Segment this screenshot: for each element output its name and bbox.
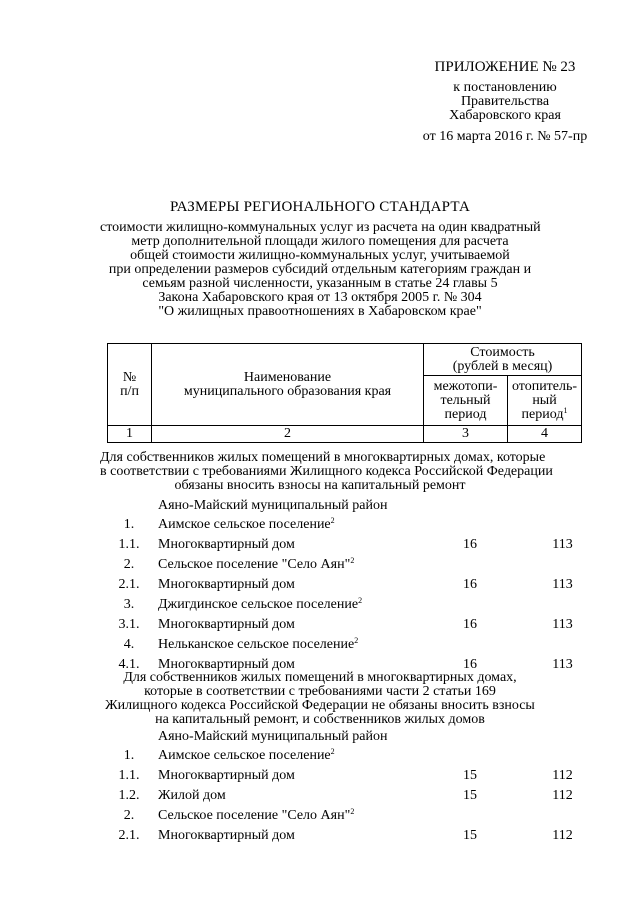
subtitle-line: общей стоимости жилищно-коммунальных услуг, учитываемой: [130, 248, 510, 263]
subtitle-line: "О жилищных правоотношениях в Хабаровском крае": [158, 304, 482, 319]
header-index: 3: [424, 426, 508, 443]
row-number: 4.1.: [118, 657, 140, 672]
subtitle-line: стоимости жилищно-коммунальных услуг из расчета на один квадратный: [100, 220, 541, 235]
approval-line: Правительства: [460, 94, 550, 109]
subtitle-line: Закона Хабаровского края от 13 октября 2005 г. № 304: [158, 290, 482, 305]
table-row: [0, 537, 640, 555]
subtitle-line: при определении размеров субсидий отдельным категориям граждан и: [108, 262, 532, 277]
table-row: [0, 517, 640, 535]
row-inter-heating-cost: 16: [463, 537, 477, 552]
table-row: [0, 748, 640, 766]
footnote-marker: 2: [350, 556, 355, 565]
header-heating-period: отопитель- ный период$^1$: [508, 376, 582, 426]
appendix-title: ПРИЛОЖЕНИЕ № 23: [434, 59, 576, 75]
row-heating-cost: 113: [552, 577, 573, 592]
row-inter-heating-cost: 15: [463, 828, 477, 843]
row-number: 3.1.: [118, 617, 140, 632]
header-inter-heating-period: межотопи- тельный период: [424, 376, 508, 426]
row-heating-cost: 112: [552, 768, 573, 783]
row-number: 1.1.: [118, 537, 140, 552]
row-name: Многоквартирный дом: [158, 768, 295, 783]
subtitle-line: метр дополнительной площади жилого помещения для расчета: [131, 234, 509, 249]
row-name: Многоквартирный дом: [158, 577, 295, 592]
row-inter-heating-cost: 15: [463, 768, 477, 783]
document-title: РАЗМЕРЫ РЕГИОНАЛЬНОГО СТАНДАРТА: [169, 199, 471, 215]
approval-line: Хабаровского края: [449, 108, 561, 123]
section-intro-line: в соответствии с требованиями Жилищного кодекса Российской Федерации: [100, 464, 553, 479]
row-heating-cost: 113: [552, 617, 573, 632]
header-index: 2: [152, 426, 424, 443]
header-index: 1: [108, 426, 152, 443]
footnote-marker: 2: [330, 516, 335, 525]
district-name: Аяно-Майский муниципальный район: [158, 729, 388, 744]
row-name: Сельское поселение "Село Аян"$^2$: [158, 556, 355, 572]
section-intro: [100, 450, 553, 493]
row-number: 3.: [123, 597, 135, 612]
row-number: 1.: [123, 748, 135, 763]
table-row: [0, 597, 640, 615]
row-name: Аимское сельское поселение$^2$: [158, 516, 335, 532]
row-number: 2.: [123, 808, 135, 823]
footnote-marker: 2: [354, 636, 359, 645]
footnote-marker: 2: [330, 747, 335, 756]
table-header: [107, 343, 582, 443]
approval-block: [395, 60, 615, 144]
document-subtitle: [100, 221, 540, 319]
row-heating-cost: 113: [552, 657, 573, 672]
section-intro-line: которые в соответствии с требованиями части 2 статьи 169: [144, 684, 496, 699]
table-row: [0, 577, 640, 595]
table-row: [0, 808, 640, 826]
row-number: 2.1.: [118, 577, 140, 592]
table-row: [0, 637, 640, 655]
row-name: Нельканское сельское поселение$^2$: [158, 636, 359, 652]
row-number: 1.1.: [118, 768, 140, 783]
row-name: Многоквартирный дом: [158, 657, 295, 672]
table-row: [0, 617, 640, 635]
row-heating-cost: 112: [552, 788, 573, 803]
section-intro-line: Для собственников жилых помещений в многоквартирных домах,: [123, 670, 517, 685]
row-number: 1.2.: [118, 788, 140, 803]
row-name: Жилой дом: [158, 788, 226, 803]
header-number: № п/п: [108, 344, 152, 426]
row-heating-cost: 112: [552, 828, 573, 843]
approval-line: к постановлению: [453, 80, 557, 95]
header-cost: Стоимость (рублей в месяц): [424, 344, 582, 376]
footnote-marker: 2: [358, 596, 363, 605]
section-intro: [100, 671, 540, 727]
row-inter-heating-cost: 16: [463, 577, 477, 592]
section-intro-line: обязаны вносить взносы на капитальный ремонт: [174, 478, 466, 493]
row-name: Аимское сельское поселение$^2$: [158, 747, 335, 763]
header-municipality: Наименование муниципального образования края: [152, 344, 424, 426]
table-row: [0, 768, 640, 786]
table-row: [0, 557, 640, 575]
footnote-marker: 1: [563, 405, 568, 415]
table-row: [0, 828, 640, 846]
row-name: Джигдинское сельское поселение$^2$: [158, 596, 363, 612]
section-intro-line: Жилищного кодекса Российской Федерации не обязаны вносить взносы: [105, 698, 535, 713]
row-name: Многоквартирный дом: [158, 537, 295, 552]
row-number: 2.1.: [118, 828, 140, 843]
row-inter-heating-cost: 16: [463, 657, 477, 672]
row-number: 2.: [123, 557, 135, 572]
section-intro-line: Для собственников жилых помещений в многоквартирных домах, которые: [100, 450, 546, 465]
row-inter-heating-cost: 16: [463, 617, 477, 632]
row-name: Многоквартирный дом: [158, 617, 295, 632]
row-number: 4.: [123, 637, 135, 652]
subtitle-line: семьям разной численности, указанным в статье 24 главы 5: [142, 276, 498, 291]
district-name: Аяно-Майский муниципальный район: [158, 498, 388, 513]
row-number: 1.: [123, 517, 135, 532]
approval-date: от 16 марта 2016 г. № 57-пр: [422, 129, 588, 144]
footnote-marker: 2: [350, 807, 355, 816]
section-intro-line: на капитальный ремонт, и собственников жилых домов: [155, 712, 485, 727]
row-heating-cost: 113: [552, 537, 573, 552]
row-name: Сельское поселение "Село Аян"$^2$: [158, 807, 355, 823]
header-index: 4: [508, 426, 582, 443]
row-name: Многоквартирный дом: [158, 828, 295, 843]
table-row: [0, 788, 640, 806]
row-inter-heating-cost: 15: [463, 788, 477, 803]
